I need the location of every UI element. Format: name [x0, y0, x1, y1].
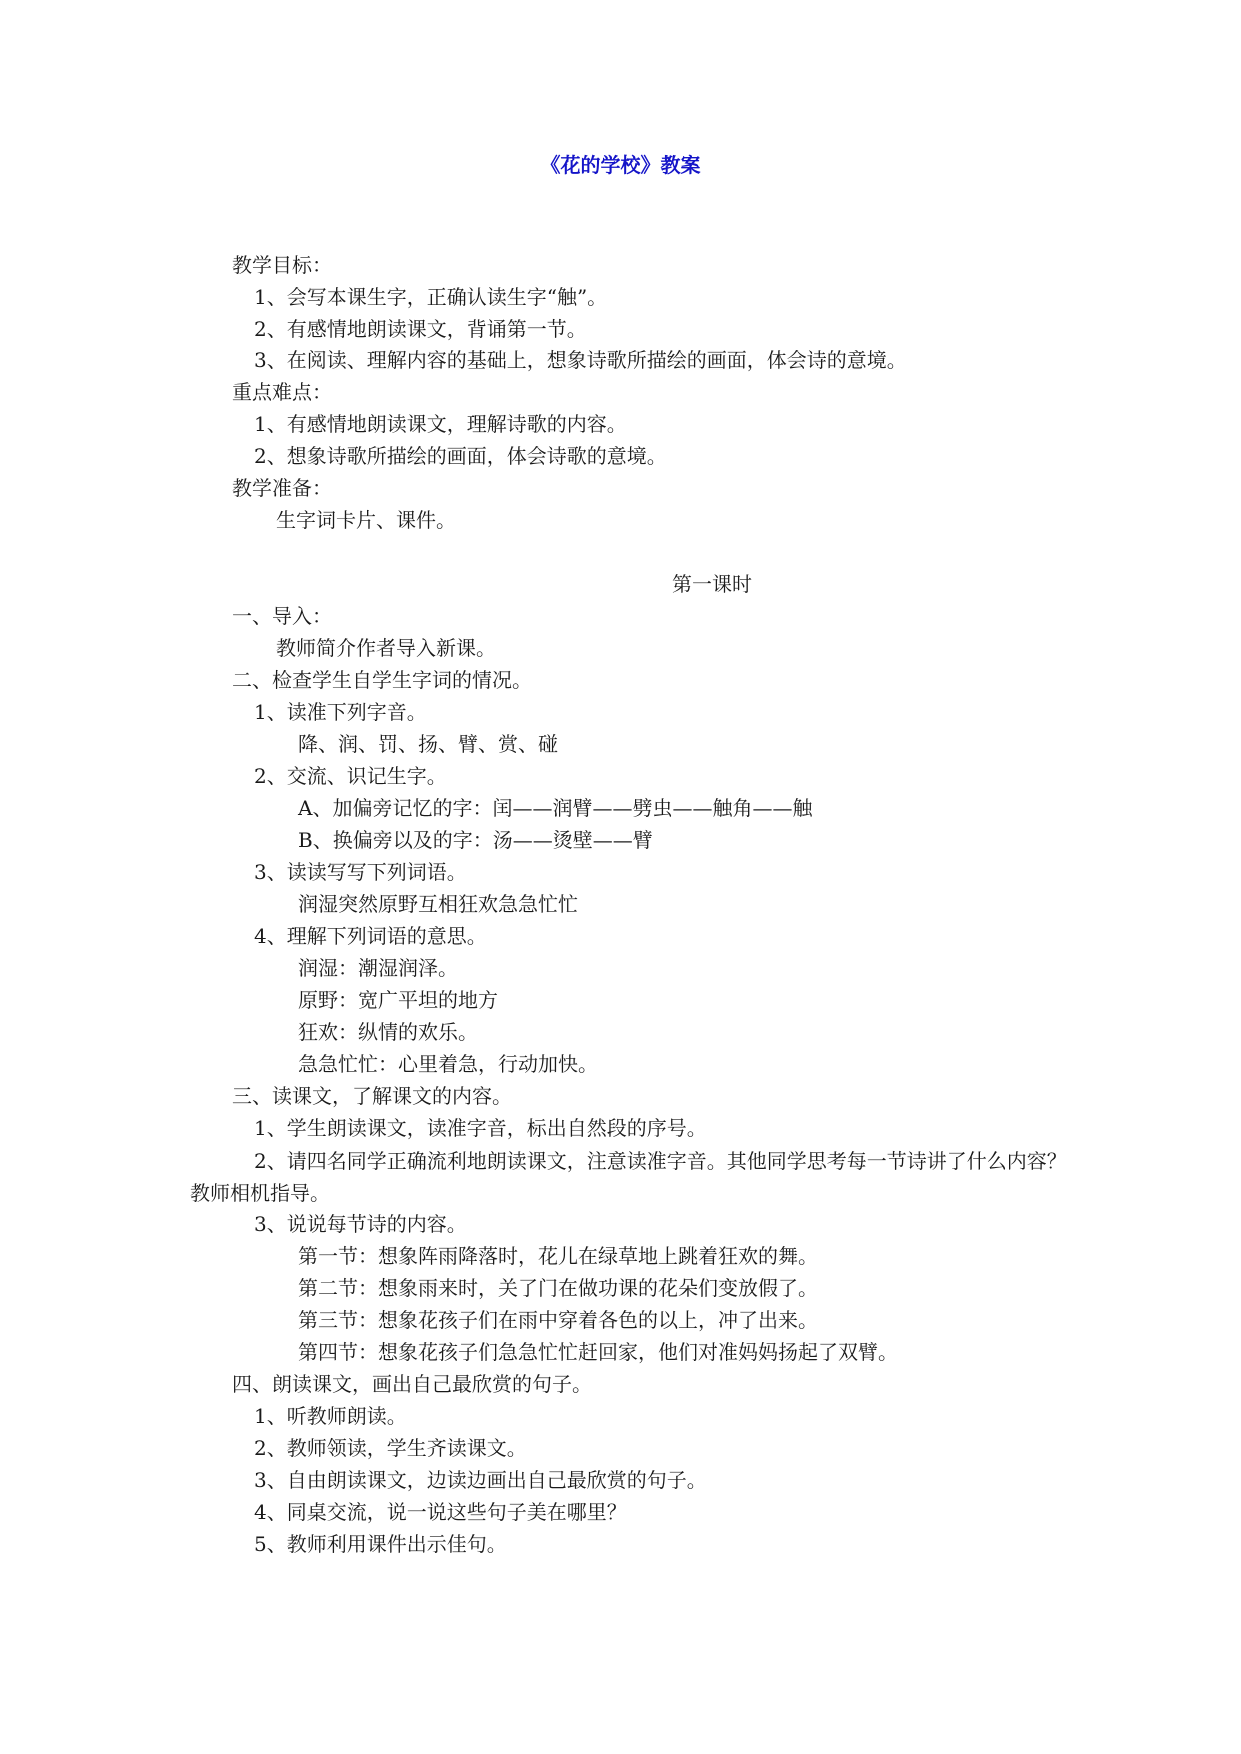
- part3-item: 3、说说每节诗的内容。: [254, 1212, 467, 1236]
- char-list: 降、润、罚、扬、臂、赏、碰: [298, 732, 558, 756]
- part2-heading: 二、检查学生自学生字词的情况。: [232, 668, 532, 692]
- part4-item: 2、教师领读，学生齐读课文。: [254, 1436, 527, 1460]
- part4-item: 4、同桌交流，说一说这些句子美在哪里？: [254, 1500, 627, 1524]
- part4-heading: 四、朗读课文，画出自己最欣赏的句子。: [232, 1372, 592, 1396]
- stanza-summary: 第二节：想象雨来时，关了门在做功课的花朵们变放假了。: [298, 1276, 818, 1300]
- char-memory-a: A、加偏旁记忆的字：闰——润臂——劈虫——触角——触: [298, 796, 813, 820]
- word-definition: 狂欢：纵情的欢乐。: [298, 1020, 478, 1044]
- part4-item: 1、听教师朗读。: [254, 1404, 407, 1428]
- objective-item: 3、在阅读、理解内容的基础上，想象诗歌所描绘的画面，体会诗的意境。: [254, 348, 907, 372]
- key-point-item: 2、想象诗歌所描绘的画面，体会诗歌的意境。: [254, 444, 667, 468]
- objective-item: 1、会写本课生字，正确认读生字“触”。: [254, 285, 608, 309]
- char-memory-b: B、换偏旁以及的字：汤——烫壁——臂: [298, 828, 653, 852]
- word-list: 润湿突然原野互相狂欢急急忙忙: [298, 892, 578, 916]
- word-definition: 急急忙忙：心里着急，行动加快。: [298, 1052, 598, 1076]
- part2-item: 2、交流、识记生字。: [254, 764, 447, 788]
- key-point-item: 1、有感情地朗读课文，理解诗歌的内容。: [254, 412, 627, 436]
- preparation-heading: 教学准备：: [232, 476, 332, 500]
- part2-item: 4、理解下列词语的意思。: [254, 924, 487, 948]
- part4-item: 5、教师利用课件出示佳句。: [254, 1532, 507, 1556]
- objectives-heading: 教学目标：: [232, 253, 332, 277]
- part4-item: 3、自由朗读课文，边读边画出自己最欣赏的句子。: [254, 1468, 707, 1492]
- document-title: 《花的学校》教案: [540, 153, 701, 177]
- part3-heading: 三、读课文，了解课文的内容。: [232, 1084, 512, 1108]
- key-points-heading: 重点难点：: [232, 380, 332, 404]
- part1-heading: 一、导入：: [232, 604, 332, 628]
- part1-text: 教师简介作者导入新课。: [276, 636, 496, 660]
- part2-item: 1、读准下列字音。: [254, 700, 427, 724]
- word-definition: 原野：宽广平坦的地方: [298, 988, 498, 1012]
- preparation-text: 生字词卡片、课件。: [276, 508, 456, 532]
- stanza-summary: 第三节：想象花孩子们在雨中穿着各色的以上，冲了出来。: [298, 1308, 818, 1332]
- part2-item: 3、读读写写下列词语。: [254, 860, 467, 884]
- stanza-summary: 第一节：想象阵雨降落时，花儿在绿草地上跳着狂欢的舞。: [298, 1244, 818, 1268]
- lesson-title: 第一课时: [672, 572, 752, 596]
- stanza-summary: 第四节：想象花孩子们急急忙忙赶回家，他们对准妈妈扬起了双臂。: [298, 1340, 898, 1364]
- part3-item-paragraph: 2、请四名同学正确流利地朗读课文，注意读准字音。其他同学思考每一节诗讲了什么内容？教师相机指导。: [190, 1149, 1067, 1205]
- objective-item: 2、有感情地朗读课文，背诵第一节。: [254, 317, 587, 341]
- part3-item: 1、学生朗读课文，读准字音，标出自然段的序号。: [254, 1116, 707, 1140]
- word-definition: 润湿：潮湿润泽。: [298, 956, 458, 980]
